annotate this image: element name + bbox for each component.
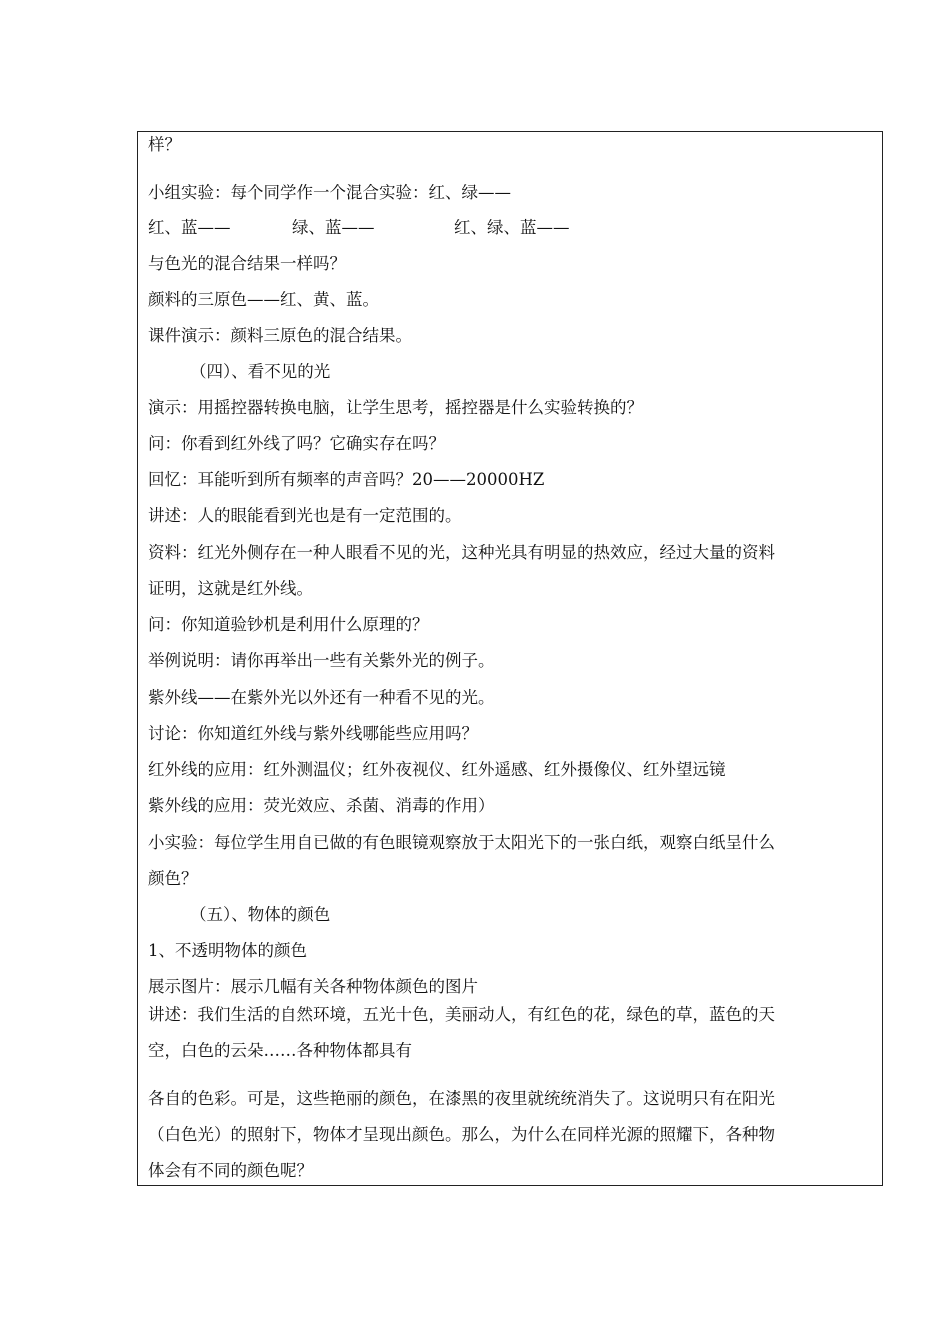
text-line: 讲述：我们生活的自然环境，五光十色，美丽动人，有红色的花，绿色的草，蓝色的天 bbox=[148, 1005, 775, 1024]
text-line: 红外线的应用：红外测温仪；红外夜视仪、红外遥感、红外摄像仪、红外望远镜 bbox=[148, 760, 726, 779]
text-line: 样？ bbox=[148, 135, 181, 154]
text-line: 颜料的三原色——红、黄、蓝。 bbox=[148, 290, 379, 309]
text-line: 紫外线——在紫外光以外还有一种看不见的光。 bbox=[148, 688, 495, 707]
text-line: 小实验：每位学生用自已做的有色眼镜观察放于太阳光下的一张白纸，观察白纸呈什么 bbox=[148, 833, 775, 852]
section-heading: （四）、看不见的光 bbox=[190, 362, 331, 381]
mix-item: 红、蓝—— bbox=[148, 218, 231, 237]
mix-item: 红、绿、蓝—— bbox=[454, 218, 570, 237]
text-line: （白色光）的照射下，物体才呈现出颜色。那么，为什么在同样光源的照耀下，各种物 bbox=[148, 1125, 775, 1144]
text-line: 问：你知道验钞机是利用什么原理的？ bbox=[148, 615, 429, 634]
text-line: 各自的色彩。可是，这些艳丽的颜色，在漆黑的夜里就统统消失了。这说明只有在阳光 bbox=[148, 1089, 775, 1108]
text-line: 问：你看到红外线了吗？它确实存在吗？ bbox=[148, 434, 445, 453]
text-line: 体会有不同的颜色呢？ bbox=[148, 1161, 313, 1180]
text-line: 演示：用摇控器转换电脑，让学生思考，摇控器是什么实验转换的？ bbox=[148, 398, 643, 417]
text-line: 资料：红光外侧存在一种人眼看不见的光，这种光具有明显的热效应，经过大量的资料 bbox=[148, 543, 775, 562]
text-line: 紫外线的应用：荧光效应、杀菌、消毒的作用） bbox=[148, 796, 495, 815]
text-line: 1、不透明物体的颜色 bbox=[148, 941, 307, 960]
text-line: 空，白色的云朵……各种物体都具有 bbox=[148, 1041, 412, 1060]
text-line: 展示图片：展示几幅有关各种物体颜色的图片 bbox=[148, 977, 478, 996]
text-line: 小组实验：每个同学作一个混合实验：红、绿—— bbox=[148, 183, 511, 202]
text-line: 举例说明：请你再举出一些有关紫外光的例子。 bbox=[148, 651, 495, 670]
text-line: 课件演示：颜料三原色的混合结果。 bbox=[148, 326, 412, 345]
text-line: 回忆：耳能听到所有频率的声音吗？20——20000HZ bbox=[148, 470, 545, 489]
mix-item: 绿、蓝—— bbox=[292, 218, 375, 237]
text-line: 与色光的混合结果一样吗？ bbox=[148, 254, 346, 273]
section-heading: （五）、物体的颜色 bbox=[190, 905, 331, 924]
text-line: 证明，这就是红外线。 bbox=[148, 579, 313, 598]
text-line: 讲述：人的眼能看到光也是有一定范围的。 bbox=[148, 506, 462, 525]
text-line: 颜色？ bbox=[148, 869, 198, 888]
text-line: 讨论：你知道红外线与紫外线哪能些应用吗？ bbox=[148, 724, 478, 743]
